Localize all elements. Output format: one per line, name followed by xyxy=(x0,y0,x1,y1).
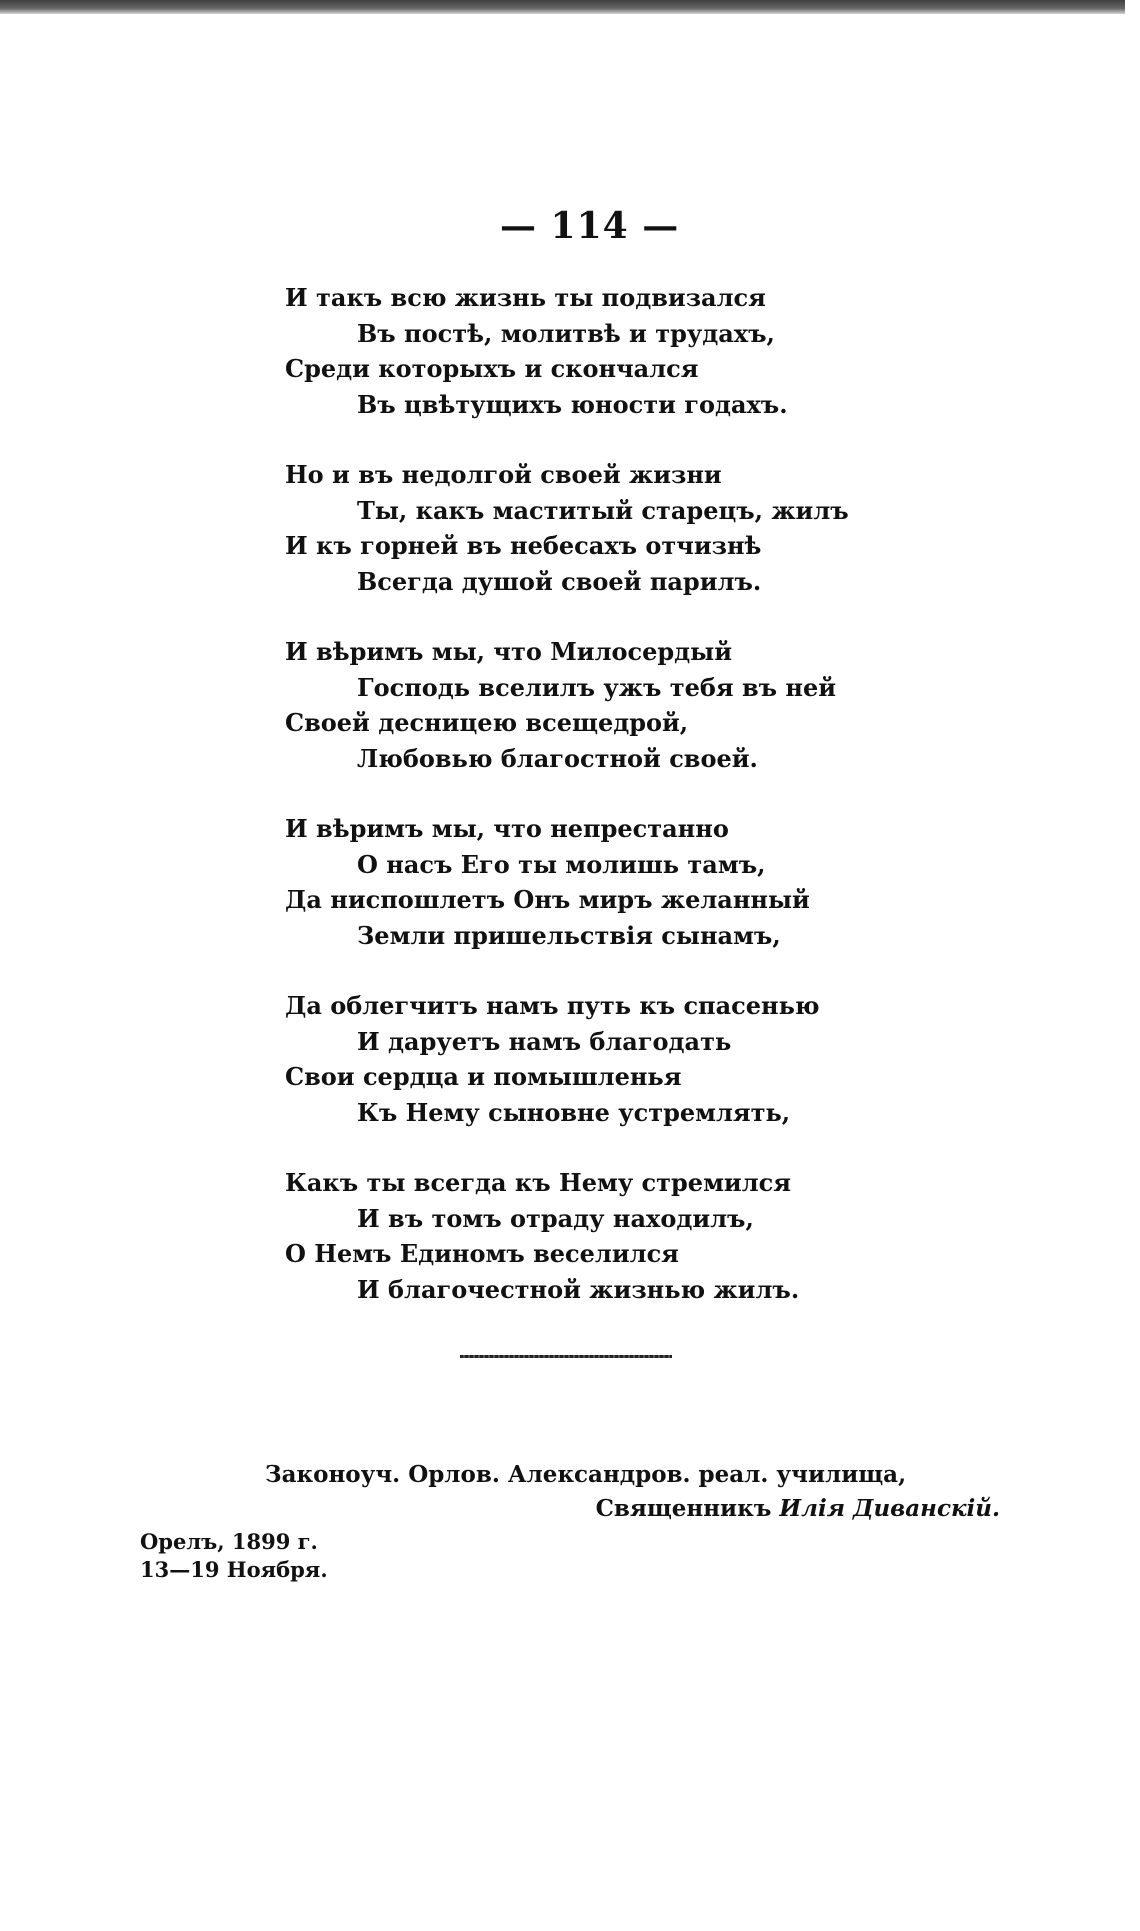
poem-line: Къ Нему сыновне устремлять, xyxy=(357,1097,791,1127)
poem-line: Земли пришельствія сынамъ, xyxy=(357,920,781,950)
poem-line: Въ постѣ, молитвѣ и трудахъ, xyxy=(357,318,775,348)
stanza-2 xyxy=(285,457,849,599)
poem-line: Среди которыхъ и скончался xyxy=(285,354,699,383)
poem-line: И вѣримъ мы, что Милосердый xyxy=(285,637,733,666)
priest-title: Священникъ xyxy=(595,1495,772,1522)
poem-line: И вѣримъ мы, что непрестанно xyxy=(285,814,729,843)
dateline-place-year: Орелъ, 1899 г. xyxy=(140,1529,318,1554)
stanza-6 xyxy=(285,1165,845,1307)
stanza-3 xyxy=(285,634,845,776)
dateline-dates: 13—19 Ноября. xyxy=(140,1557,328,1582)
poem-line: О Немъ Единомъ веселился xyxy=(285,1239,679,1268)
poem-line: Да ниспошлетъ Онъ миръ желанный xyxy=(285,885,810,914)
poem-line: И въ томъ отраду находилъ, xyxy=(357,1203,754,1233)
top-scan-border xyxy=(0,0,1125,14)
signature-position: Законоуч. Орлов. Александров. реал. училища, xyxy=(265,1461,907,1488)
stanza-4 xyxy=(285,811,845,953)
signature xyxy=(265,1458,1000,1526)
poem-line: Всегда душой своей парилъ. xyxy=(357,566,762,596)
poem xyxy=(285,280,849,1342)
stanza-1 xyxy=(285,280,845,422)
priest-name: Илія Диванскій. xyxy=(779,1495,1000,1522)
poem-line: И такъ всю жизнь ты подвизался xyxy=(285,283,766,312)
wavy-divider xyxy=(460,1355,672,1358)
poem-line: Какъ ты всегда къ Нему стремился xyxy=(285,1168,791,1197)
poem-line: Господь вселилъ ужъ тебя въ ней xyxy=(357,672,837,702)
poem-line: И къ горней въ небесахъ отчизнѣ xyxy=(285,531,762,560)
poem-line: Свои сердца и помышленья xyxy=(285,1062,682,1091)
page-number: — 114 — xyxy=(500,205,680,247)
poem-line: Но и въ недолгой своей жизни xyxy=(285,460,722,489)
stanza-5 xyxy=(285,988,845,1130)
poem-line: Ты, какъ маститый старецъ, жилъ xyxy=(357,495,849,525)
poem-line: И благочестной жизнью жилъ. xyxy=(357,1274,800,1304)
poem-line: Въ цвѣтущихъ юности годахъ. xyxy=(357,389,788,419)
poem-line: Своей десницею всещедрой, xyxy=(285,708,689,737)
signature-priest xyxy=(265,1492,1000,1526)
poem-line: Да облегчитъ намъ путь къ спасенью xyxy=(285,991,820,1020)
dateline xyxy=(140,1528,328,1584)
poem-line: И даруетъ намъ благодать xyxy=(357,1026,732,1056)
poem-line: Любовью благостной своей. xyxy=(357,743,758,773)
poem-line: О насъ Его ты молишь тамъ, xyxy=(357,849,766,879)
